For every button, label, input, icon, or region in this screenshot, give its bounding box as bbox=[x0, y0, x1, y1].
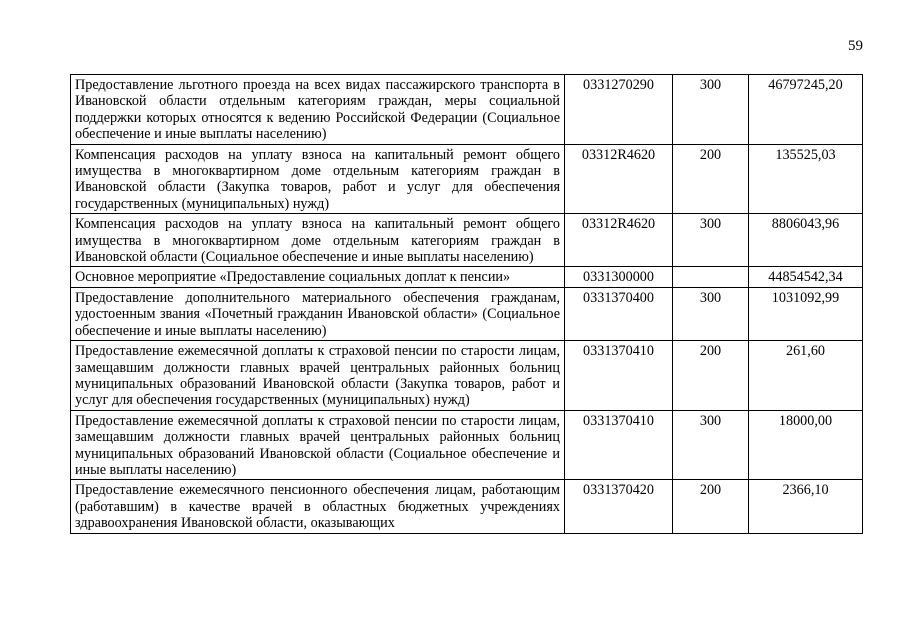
target-code: 0331300000 bbox=[565, 267, 673, 287]
target-code: 0331270290 bbox=[565, 75, 673, 145]
target-code: 0331370410 bbox=[565, 410, 673, 480]
expense-name: Компенсация расходов на уплату взноса на капитальный ремонт общего имущества в многоквартирном доме отдельным категориям граждан в Ивановской области (Социальное обеспечение и иные выплаты населению) bbox=[71, 214, 565, 267]
expense-type: 200 bbox=[673, 480, 749, 533]
table-row bbox=[71, 267, 863, 287]
target-code: 0331370400 bbox=[565, 287, 673, 340]
amount: 2366,10 bbox=[749, 480, 863, 533]
table-row bbox=[71, 214, 863, 267]
expense-type: 300 bbox=[673, 287, 749, 340]
table-row bbox=[71, 480, 863, 533]
table-row bbox=[71, 144, 863, 214]
amount: 46797245,20 bbox=[749, 75, 863, 145]
table-row bbox=[71, 341, 863, 411]
target-code: 03312R4620 bbox=[565, 214, 673, 267]
table-row bbox=[71, 410, 863, 480]
expense-name: Предоставление ежемесячной доплаты к страховой пенсии по старости лицам, замещавшим должности главных врачей центральных районных больниц муниципальных образований Ивановской области (Закупка товаров, работ и услуг для обеспечения государственных (муниципальных) нужд) bbox=[71, 341, 565, 411]
expense-type: 300 bbox=[673, 75, 749, 145]
amount: 261,60 bbox=[749, 341, 863, 411]
table-row bbox=[71, 75, 863, 145]
expense-name: Предоставление льготного проезда на всех видах пассажирского транспорта в Ивановской области отдельным категориям граждан, меры социальной поддержки которых относятся к ведению Российской Федерации (Социальное обеспечение и иные выплаты населению) bbox=[71, 75, 565, 145]
table-row bbox=[71, 287, 863, 340]
expense-type: 300 bbox=[673, 214, 749, 267]
amount: 135525,03 bbox=[749, 144, 863, 214]
target-code: 03312R4620 bbox=[565, 144, 673, 214]
expense-name: Предоставление ежемесячного пенсионного обеспечения лицам, работающим (работавшим) в качестве врачей в областных бюджетных учреждениях здравоохранения Ивановской области, оказывающих bbox=[71, 480, 565, 533]
amount: 8806043,96 bbox=[749, 214, 863, 267]
expense-type: 200 bbox=[673, 144, 749, 214]
expense-name: Основное мероприятие «Предоставление социальных доплат к пенсии» bbox=[71, 267, 565, 287]
target-code: 0331370410 bbox=[565, 341, 673, 411]
amount: 18000,00 bbox=[749, 410, 863, 480]
amount: 1031092,99 bbox=[749, 287, 863, 340]
amount: 44854542,34 bbox=[749, 267, 863, 287]
expense-name: Компенсация расходов на уплату взноса на капитальный ремонт общего имущества в многоквартирном доме отдельным категориям граждан в Ивановской области (Закупка товаров, работ и услуг для обеспечения государственных (муниципальных) нужд) bbox=[71, 144, 565, 214]
budget-table bbox=[70, 74, 863, 534]
expense-name: Предоставление дополнительного материального обеспечения гражданам, удостоенным звания «Почетный гражданин Ивановской области» (Социальное обеспечение и иные выплаты населению) bbox=[71, 287, 565, 340]
expense-type bbox=[673, 267, 749, 287]
page-number: 59 bbox=[848, 38, 863, 54]
expense-type: 300 bbox=[673, 410, 749, 480]
expense-name: Предоставление ежемесячной доплаты к страховой пенсии по старости лицам, замещавшим должности главных врачей центральных районных больниц муниципальных образований Ивановской области (Социальное обеспечение и иные выплаты населению) bbox=[71, 410, 565, 480]
target-code: 0331370420 bbox=[565, 480, 673, 533]
expense-type: 200 bbox=[673, 341, 749, 411]
